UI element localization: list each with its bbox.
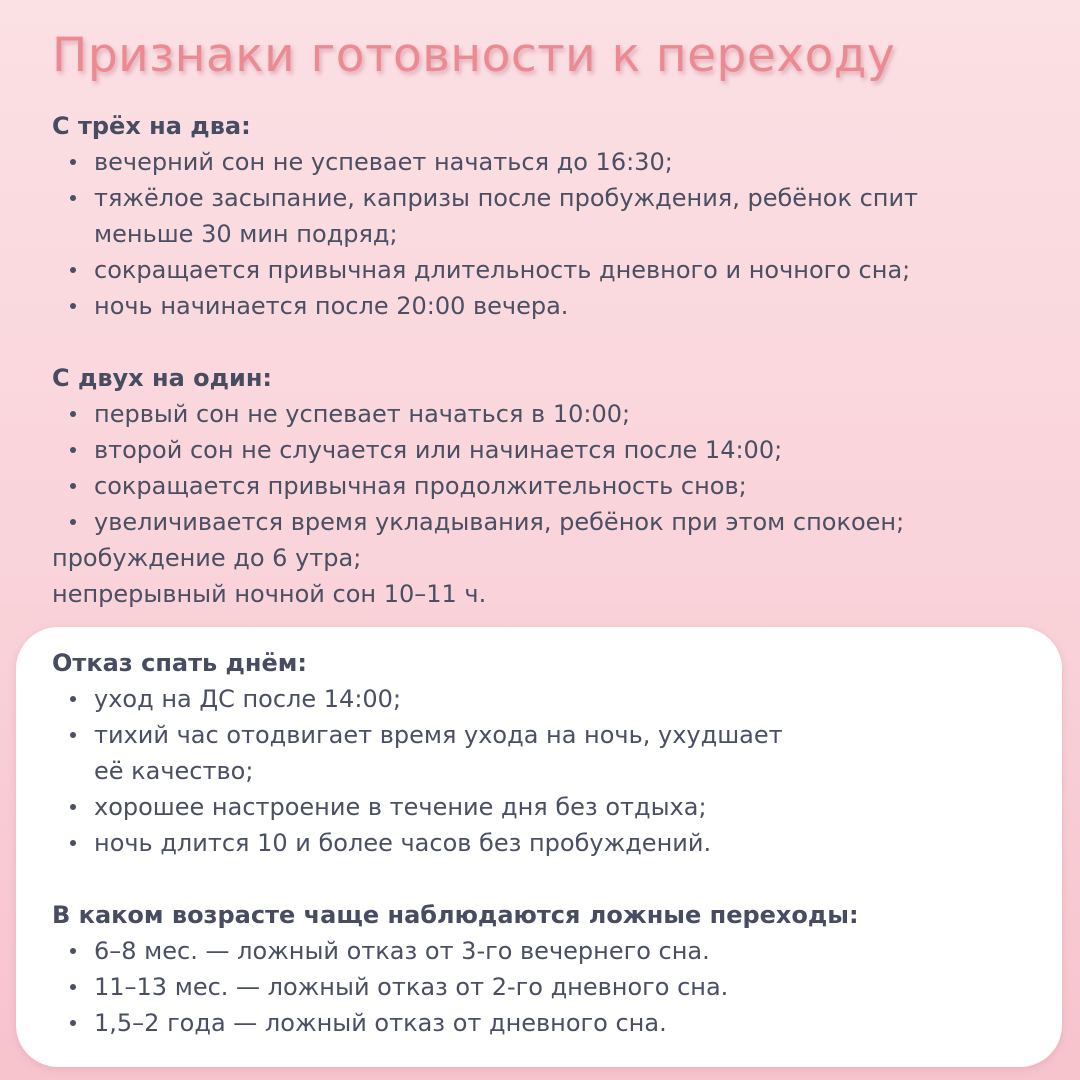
list-item: хорошее настроение в течение дня без отдыха;: [52, 789, 812, 825]
section-refusal: [52, 645, 812, 861]
list-item: уход на ДС после 14:00;: [52, 681, 812, 717]
list-item: 6–8 мес. — ложный отказ от 3-го вечернего сна.: [52, 933, 1012, 969]
page-title: Признаки готовности к переходу: [52, 28, 896, 83]
plain-line: пробуждение до 6 утра;: [52, 544, 362, 572]
list-item: второй сон не случается или начинается после 14:00;: [52, 432, 1042, 468]
list-item: тяжёлое засыпание, капризы после пробуждения, ребёнок спит меньше 30 мин подряд;: [52, 180, 1012, 252]
list-item: увеличивается время укладывания, ребёнок при этом спокоен;: [52, 504, 1042, 540]
list-item: ночь начинается после 20:00 вечера.: [52, 288, 1012, 324]
section-false-transitions: [52, 897, 1012, 1041]
list-item: 1,5–2 года — ложный отказ от дневного сна.: [52, 1005, 1012, 1041]
list-item: сокращается привычная длительность дневного и ночного сна;: [52, 252, 1012, 288]
section-heading: С трёх на два:: [52, 112, 251, 140]
section-heading: Отказ спать днём:: [52, 649, 307, 677]
info-card: [16, 627, 1062, 1067]
bullet-list: [52, 396, 1042, 540]
list-item: ночь длится 10 и более часов без пробуждений.: [52, 825, 812, 861]
section-heading: В каком возрасте чаще наблюдаются ложные переходы:: [52, 901, 859, 929]
list-item: 11–13 мес. — ложный отказ от 2-го дневного сна.: [52, 969, 1012, 1005]
list-item: сокращается привычная продолжительность снов;: [52, 468, 1042, 504]
bullet-list: [52, 144, 1012, 324]
list-item: тихий час отодвигает время ухода на ночь, ухудшает её качество;: [52, 717, 812, 789]
section-three-to-two: [52, 108, 1012, 324]
list-item: вечерний сон не успевает начаться до 16:30;: [52, 144, 1012, 180]
plain-line: непрерывный ночной сон 10–11 ч.: [52, 580, 487, 608]
section-two-to-one: [52, 360, 1042, 612]
bullet-list: [52, 681, 812, 861]
bullet-list: [52, 933, 1012, 1041]
section-heading: С двух на один:: [52, 364, 273, 392]
list-item: первый сон не успевает начаться в 10:00;: [52, 396, 1042, 432]
